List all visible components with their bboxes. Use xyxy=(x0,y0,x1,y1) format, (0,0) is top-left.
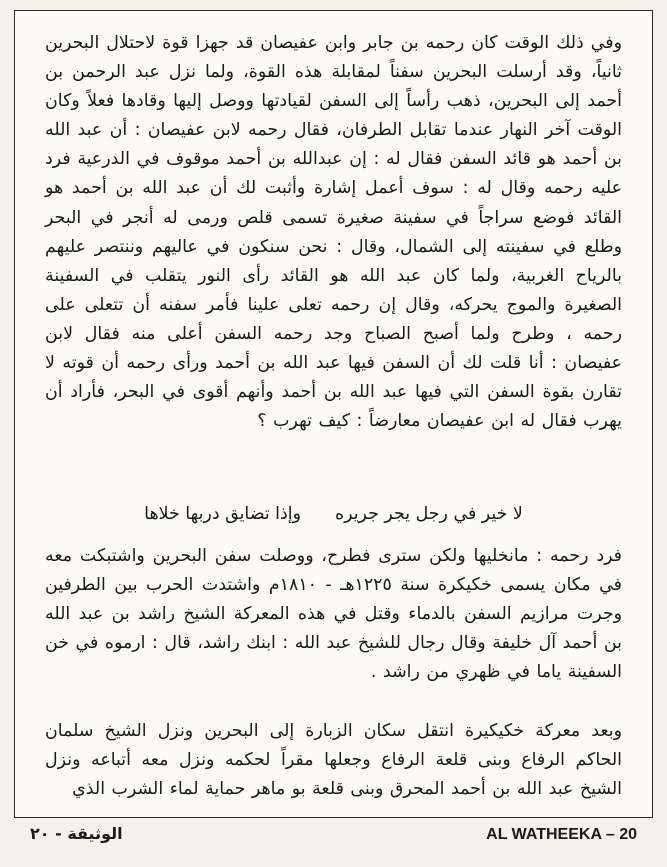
footer-english-page-label: AL WATHEEKA – 20 xyxy=(486,826,637,843)
paragraph-1: وفي ذلك الوقت كان رحمه بن جابر وابن عفيصان قد جهزا قوة لاحتلال البحرين ثانياً، وقد أرسلت البحرين سفناً لمقابلة هذه القوة، ولما نزل عبد الرحمن بن أحمد إلى البحرين، ذهب رأساً إلى السفن لقيادتها ووصل إليها وقادها فعلاً وكان الوقت آخر النهار عندما تقابل الطرفان، فقال رحمه لابن عفيصان : أن عبد الله بن أحمد هو قائد السفن فقال له : إن عبدالله بن أحمد موقوف في الدرعية فرد عليه رحمه وقال له : سوف أعمل إشارة وأثبت لك أن عبد الله بن أحمد هو القائد فوضع سراجاً في سفينة صغيرة تسمى قلص ورمى له أنجر في البحر وطلع في سفينته إلى الشمال، وقال : نحن سنكون في عاليهم وننتصر عليهم بالرياح الغربية، ولما كان عبد الله هو القائد رأى النور يتقلب في السفينة الصغيرة والموج يحركه، وقال إن رحمه تعلى علينا فأمر سفنه أن تتعلى على رحمه ، وطرح ولما أصبح الصباح وجد رحمه السفن أعلى منه فقال لابن عفيصان : أنا قلت لك أن السفن فيها عبد الله بن أحمد ورأى رحمه أن قوته لا تقارن بقوة السفن التي فيها عبد الله بن أحمد وأنهم أقوى في البحر، فأراد أن يهرب فقال له ابن عفيصان معارضاً : كيف تهرب ؟ xyxy=(45,33,622,432)
footer-arabic-page-label: الوثيقة - ٢٠ xyxy=(30,824,123,843)
poetry-verse xyxy=(45,500,622,528)
verse-hemistich-2: وإذا تضايق دربها خلاها xyxy=(144,504,301,524)
paragraph-3: وبعد معركة خكيكيرة انتقل سكان الزبارة إلى البحرين ونزل الشيخ سلمان الحاكم الرفاع وبنى قلعة الرفاع وجعلها مقراً لحكمه ونزل معه أتباعه ونزل الشيخ عبد الله بن أحمد المحرق وبنى قلعة بو ماهر حماية لماء الشرب الذي xyxy=(45,721,622,800)
paragraph-2: فرد رحمه : مانخليها ولكن سترى فطرح، ووصلت سفن البحرين واشتبكت معه في مكان يسمى خكيكرة سنة ١٢٢٥هـ - ١٨١٠م واشتدت الحرب بين الطرفين وجرت مرازيم السفن بالدماء وقتل في هذه المعركة الشيخ راشد بن عبد الله بن أحمد آل خليفة وقال رجال للشيخ عبد الله : ابنك راشد، قال : ارموه في خن السفينة ياما في ظهري من راشد . xyxy=(45,546,622,683)
text-frame xyxy=(14,10,653,818)
verse-hemistich-1: لا خير في رجل يجر جريره xyxy=(335,504,523,524)
page-footer xyxy=(0,822,667,852)
